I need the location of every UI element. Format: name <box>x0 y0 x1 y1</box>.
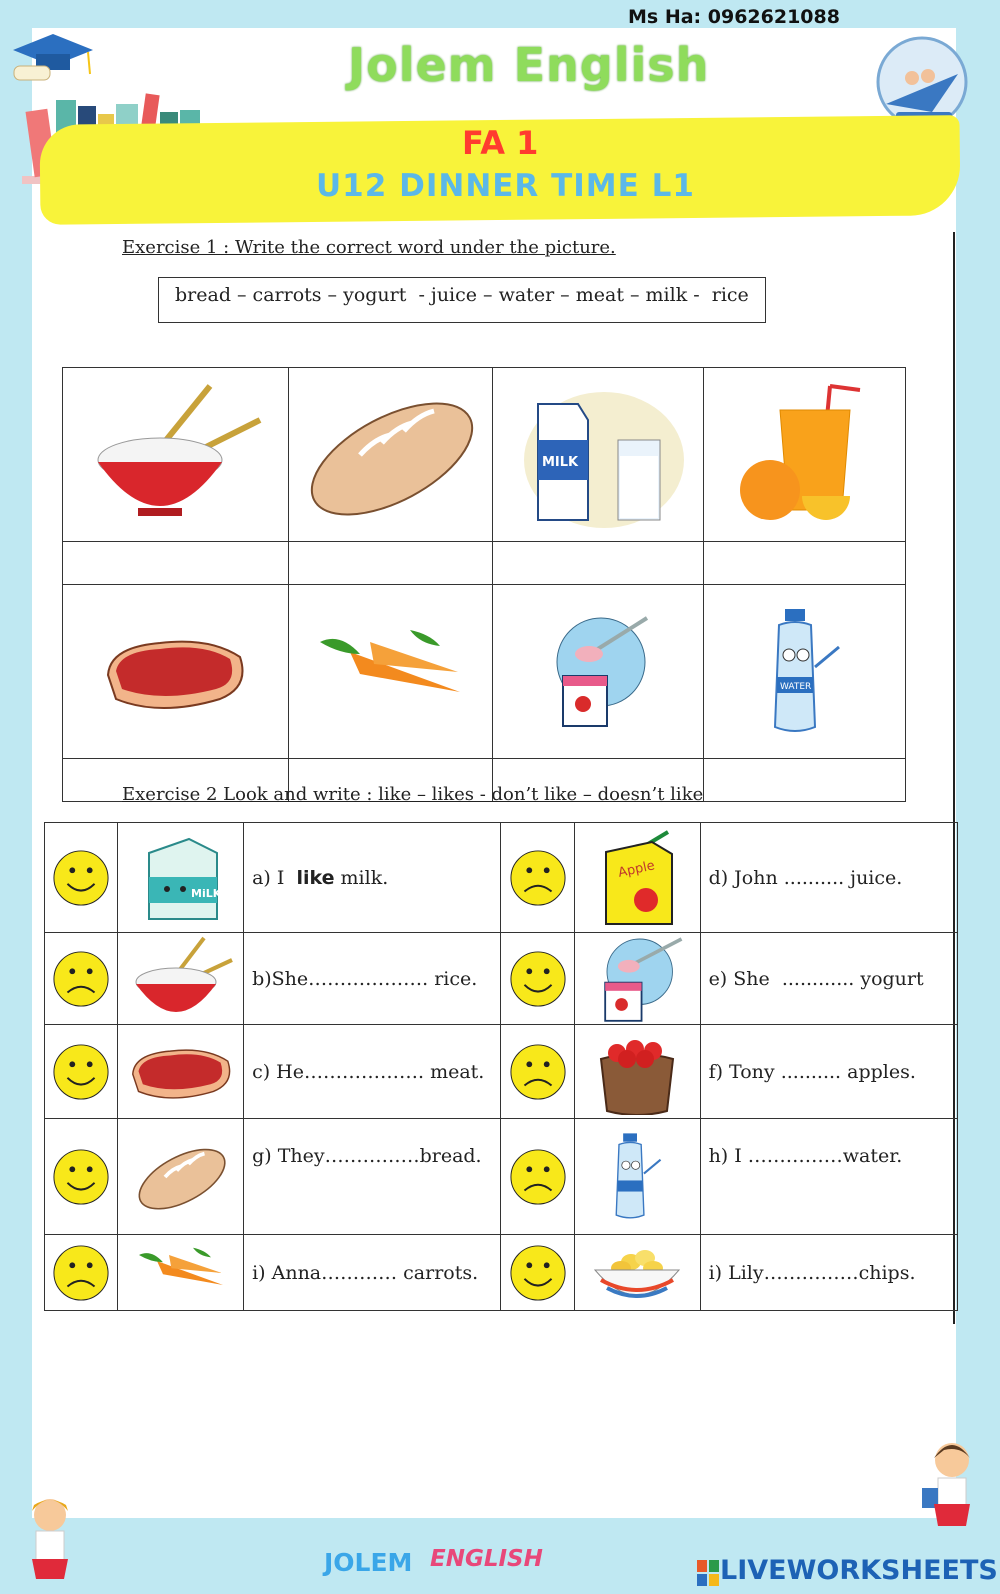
face-cell <box>45 933 118 1025</box>
sentence-text: h) I ……………water. <box>708 1145 903 1167</box>
water-bottle-icon <box>602 1132 672 1222</box>
svg-text:MILK: MILK <box>541 454 579 470</box>
face-cell <box>501 933 574 1025</box>
image-cell <box>118 823 244 933</box>
sentence-text: b)She………………. rice. <box>252 967 478 990</box>
picture-cell <box>288 368 492 542</box>
sentence-cell[interactable] <box>700 1025 957 1119</box>
answer-blank[interactable] <box>63 542 289 585</box>
footer-english-logo: ENGLISH <box>430 1546 543 1572</box>
happy-face-icon <box>52 1043 110 1101</box>
sentence-text: e) She ............ yogurt <box>708 967 924 990</box>
face-cell <box>45 1235 118 1311</box>
sentence-text: i) Lily……………chips. <box>708 1261 916 1284</box>
yogurt-icon <box>587 935 687 1023</box>
exercise1-table <box>62 367 906 802</box>
sentence-cell[interactable] <box>700 1235 957 1311</box>
milk-carton-icon <box>139 833 223 923</box>
happy-face-icon <box>509 1244 567 1302</box>
happy-face-icon <box>52 1148 110 1206</box>
sentence-cell[interactable] <box>244 933 501 1025</box>
picture-cell <box>63 368 289 542</box>
sentence-text: g) They……………bread. <box>252 1145 482 1167</box>
sentence-text: a) I <box>252 866 297 889</box>
sentence-cell[interactable] <box>700 933 957 1025</box>
happy-face-icon <box>52 849 110 907</box>
bread-icon <box>300 385 480 525</box>
apple-sack-icon <box>587 1029 687 1115</box>
sad-face-icon <box>509 849 567 907</box>
rice-bowl-icon <box>80 380 270 530</box>
sentence-cell[interactable] <box>244 823 501 933</box>
sentence-text: d) John .......... juice. <box>708 866 903 889</box>
picture-cell <box>704 368 906 542</box>
answer-blank[interactable] <box>704 542 906 585</box>
word-bank: bread – carrots – yogurt - juice – water – meat – milk - rice <box>158 277 766 323</box>
graduation-cap-icon <box>8 28 98 88</box>
sentence-cell[interactable] <box>700 823 957 933</box>
girl-cartoon-icon <box>20 1495 80 1593</box>
sentence-cell[interactable] <box>244 1235 501 1311</box>
svg-text:WATER: WATER <box>779 681 811 692</box>
face-cell <box>45 1025 118 1119</box>
svg-text:MiLK: MiLK <box>190 886 221 900</box>
carrots-icon <box>310 622 470 722</box>
image-cell <box>574 823 700 933</box>
face-cell <box>45 823 118 933</box>
sentence-cell[interactable] <box>700 1119 957 1235</box>
svg-text:Apple: Apple <box>617 857 657 881</box>
sentence-text: c) He………………. meat. <box>252 1060 485 1083</box>
happy-face-icon <box>509 950 567 1008</box>
image-cell <box>574 933 700 1025</box>
answer-blank[interactable] <box>288 542 492 585</box>
liveworksheets-logo-icon <box>697 1560 719 1586</box>
meat-steak-icon <box>127 1039 235 1105</box>
exercise1-title: Exercise 1 : Write the correct word under the picture. <box>122 237 616 258</box>
answer-blank[interactable] <box>704 759 906 802</box>
sentence-text: i) Anna………… carrots. <box>252 1261 479 1284</box>
footer-liveworksheets[interactable]: LIVEWORKSHEETS <box>720 1555 998 1586</box>
image-cell <box>118 933 244 1025</box>
assessment-label: FA 1 <box>462 124 539 162</box>
rice-bowl-icon <box>126 936 236 1022</box>
brand-title: Jolem English <box>348 38 710 92</box>
sentence-cell[interactable] <box>244 1025 501 1119</box>
picture-cell <box>492 585 704 759</box>
image-cell <box>118 1235 244 1311</box>
sad-face-icon <box>509 1148 567 1206</box>
exercise2-title: Exercise 2 Look and write : like – likes - don’t like – doesn’t like <box>122 784 704 805</box>
bread-icon <box>133 1139 229 1215</box>
picture-cell <box>288 585 492 759</box>
unit-title: U12 DINNER TIME L1 <box>316 168 695 204</box>
face-cell <box>501 1119 574 1235</box>
picture-cell <box>704 585 906 759</box>
face-cell <box>45 1119 118 1235</box>
image-cell <box>118 1025 244 1119</box>
apple-juice-box-icon <box>592 830 682 926</box>
girl-with-book-icon <box>920 1438 984 1548</box>
example-answer: like <box>296 866 335 889</box>
picture-cell <box>63 585 289 759</box>
image-cell <box>118 1119 244 1235</box>
footer-jolem-logo: JOLEM <box>324 1548 413 1577</box>
sentence-text: milk. <box>334 866 389 889</box>
water-bottle-icon <box>755 607 855 737</box>
milk-carton-icon <box>508 380 688 530</box>
exercise2-table <box>44 822 958 1311</box>
image-cell <box>574 1025 700 1119</box>
meat-steak-icon <box>100 627 250 717</box>
chips-bowl-icon <box>591 1240 683 1306</box>
face-cell <box>501 1235 574 1311</box>
face-cell <box>501 1025 574 1119</box>
sentence-text: f) Tony .......... apples. <box>708 1060 916 1083</box>
sad-face-icon <box>52 1244 110 1302</box>
orange-juice-icon <box>730 380 880 530</box>
sad-face-icon <box>509 1043 567 1101</box>
image-cell <box>574 1235 700 1311</box>
teacher-phone: Ms Ha: 0962621088 <box>628 6 840 28</box>
sad-face-icon <box>52 950 110 1008</box>
picture-cell <box>492 368 704 542</box>
face-cell <box>501 823 574 933</box>
sentence-cell[interactable] <box>244 1119 501 1235</box>
answer-blank[interactable] <box>492 542 704 585</box>
carrots-icon <box>131 1243 231 1303</box>
image-cell <box>574 1119 700 1235</box>
yogurt-icon <box>543 612 653 732</box>
